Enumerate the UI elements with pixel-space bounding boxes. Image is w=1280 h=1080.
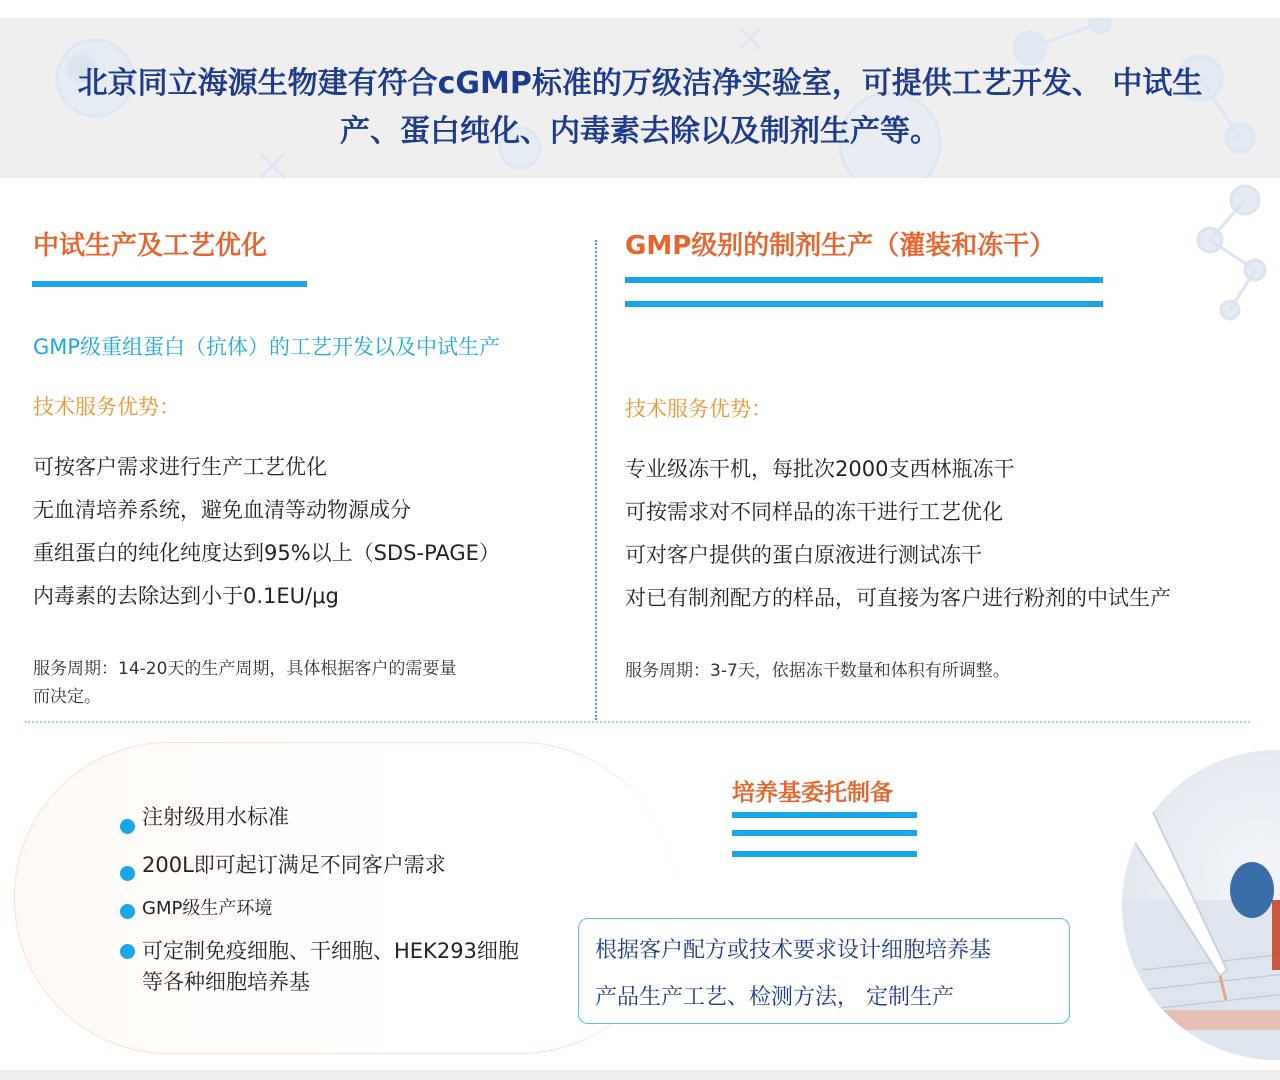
left-service-period-line1: 服务周期：14-20天的生产周期，具体根据客户的需要量 [33,659,457,679]
culture-title-underline-2 [732,830,917,836]
lab-pipette-photo [1122,750,1280,1060]
right-advantage-label: 技术服务优势： [625,397,772,421]
horizontal-divider [25,721,1250,723]
list-item: 专业级冻干机，每批次2000支西林瓶冻干 [625,457,1015,481]
vertical-divider [595,240,597,720]
callout-line1: 根据客户配方或技术要求设计细胞培养基 [595,938,992,963]
culture-callout-box [578,918,1070,1024]
bullet-dot-icon [120,866,135,881]
list-item [120,896,532,922]
list-item: 无血清培养系统，避免血清等动物源成分 [33,498,411,522]
right-title-underline-1 [625,277,1103,283]
list-item-text: 注射级用水标准 [142,805,289,829]
molecule-side-decoration-icon [1150,160,1280,360]
list-item: 内毒素的去除达到小于0.1EU/μg [33,584,339,608]
right-service-period: 服务周期：3-7天，依据冻干数量和体积有所调整。 [625,661,1010,681]
culture-title-underline-3 [732,851,917,857]
list-item-text: 200L即可起订满足不同客户需求 [142,853,446,877]
left-advantage-list [33,446,500,618]
list-item: 重组蛋白的纯化纯度达到95%以上（SDS-PAGE） [33,541,500,565]
right-title-underline-2 [625,301,1103,307]
right-section-title: GMP级别的制剂生产（灌装和冻干） [625,231,1056,261]
list-item [120,804,532,830]
culture-feature-list [120,796,532,998]
page-title-line1: 北京同立海源生物建有符合cGMP标准的万级洁净实验室，可提供工艺开发、 中试生 [77,66,1203,101]
list-item-text: GMP级生产环境 [142,898,273,919]
right-advantage-list [625,448,1171,620]
list-item [120,936,532,998]
left-title-underline [32,281,307,287]
bullet-dot-icon [120,944,135,959]
culture-title-underline-1 [732,812,917,818]
culture-section-title: 培养基委托制备 [732,780,893,806]
list-item: 可按客户需求进行生产工艺优化 [33,455,327,479]
left-service-period [33,655,573,711]
pipette-icon [1122,750,1280,1060]
list-item: 可对客户提供的蛋白原液进行测试冻干 [625,543,982,567]
left-section-title: 中试生产及工艺优化 [33,231,268,261]
bullet-dot-icon [120,904,135,919]
left-subtitle: GMP级重组蛋白（抗体）的工艺开发以及中试生产 [33,335,501,359]
page-title [20,60,1260,156]
page-title-line2: 产、蛋白纯化、内毒素去除以及制剂生产等。 [340,114,940,149]
callout-line2: 产品生产工艺、检测方法， 定制生产 [595,985,954,1010]
header-banner [0,18,1280,178]
list-item: 对已有制剂配方的样品，可直接为客户进行粉剂的中试生产 [625,586,1171,610]
list-item: 可按需求对不同样品的冻干进行工艺优化 [625,500,1003,524]
left-service-period-line2: 而决定。 [33,687,101,707]
list-item-text: 可定制免疫细胞、干细胞、HEK293细胞等各种细胞培养基 [142,939,519,994]
left-advantage-label: 技术服务优势： [33,395,180,419]
bullet-dot-icon [120,819,135,834]
list-item [120,852,532,878]
footer-strip [0,1070,1280,1080]
